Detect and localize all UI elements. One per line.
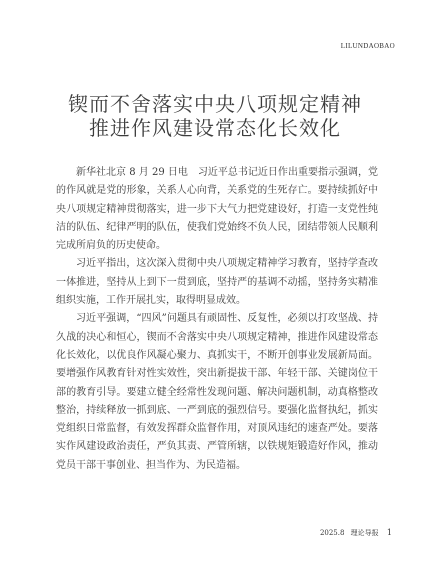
masthead-mark: LILUNDAOBAO	[340, 42, 395, 50]
footer-magazine-name: 理论导报	[350, 529, 379, 537]
footer-issue: 2025.8	[319, 529, 345, 537]
article-paragraph-3: 习近平强调，“四风”问题具有顽固性、反复性，必须以打攻坚战、持久战的决心和恒心，锲而不舍落实中央八项规定精神，推进作风建设常态化长效化，以优良作风凝心聚力、真抓实干，不断开创事业发展新局面。要增强作风教育针对性实效性，突出新提拔干部、年轻干部、关键岗位干部的教育引导。要建立健全经常性发现问题、解决问题机制，动真格整改整治，持续释放一抓到底、一严到底的强烈信号。要强化监督执纪，抓实党组织日常监督，有效发挥群众监督作用，对顶风违纪的速查严处。要落实作风建设政治责任，严负其责、严管所辖，以铁规矩锻造好作风，推动党员干部干事创业、担当作为、为民造福。	[56, 313, 378, 471]
page-footer	[320, 528, 392, 538]
article-paragraph-2: 习近平指出，这次深入贯彻中央八项规定精神学习教育，坚持学查改一体推进，坚持从上到下一贯到底，坚持严的基调不动摇，坚持务实精准组织实施，工作开展扎实，取得明显成效。	[56, 258, 378, 307]
article-body	[56, 164, 378, 475]
article-title-line-1: 锲而不舍落实中央八项规定精神	[68, 92, 362, 116]
article-title-line-2: 推进作风建设常态化长效化	[89, 116, 341, 140]
article-paragraph-1: 新华社北京 8 月 29 日电 习近平总书记近日作出重要指示强调，党的作风就是党的形象，关系人心向背，关系党的生死存亡。要持续抓好中央八项规定精神贯彻落实，进一步下大气力把党建设好，打造一支党性纯洁的队伍、纪律严明的队伍，使我们党始终不负人民，团结带领人民顺利完成所肩负的历史使命。	[56, 167, 378, 252]
footer-page-number: 1	[386, 528, 392, 537]
